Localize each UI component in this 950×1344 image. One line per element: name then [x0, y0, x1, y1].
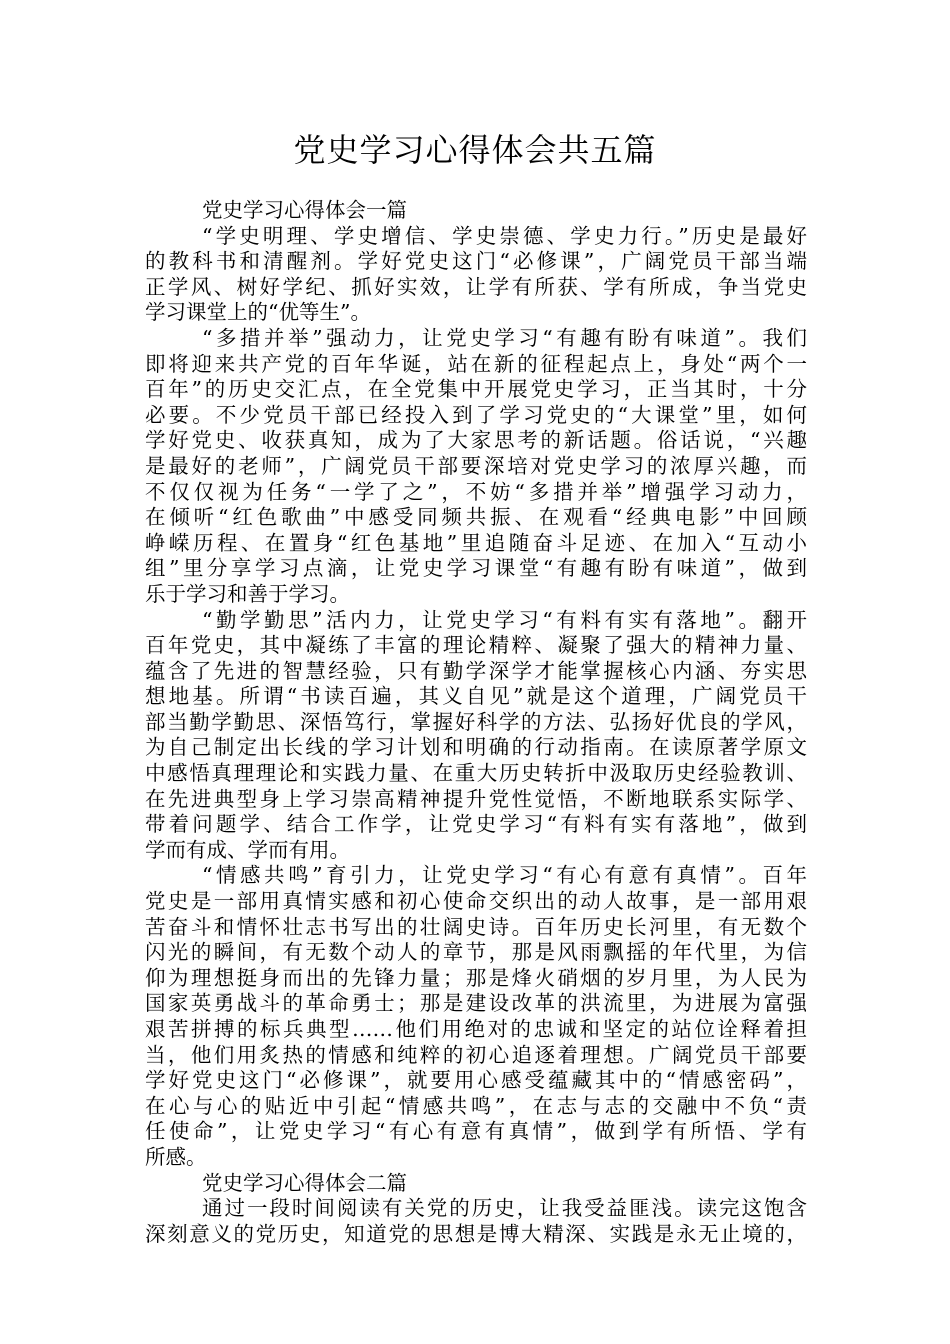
- text-line: 中感悟真理理论和实践力量、在重大历史转折中汲取历史经验教训、: [145, 761, 807, 786]
- text-line: “学史明理、学史增信、学史崇德、学史力行。”历史是最好: [202, 223, 807, 248]
- text-line: 苦奋斗和情怀壮志书写出的壮阔史诗。百年历史长河里，有无数个: [145, 914, 807, 939]
- text-line: 为自己制定出长线的学习计划和明确的行动指南。在读原著学原文: [145, 735, 807, 760]
- section-heading: 党史学习心得体会一篇: [202, 198, 407, 222]
- text-line: 必要。不少党员干部已经投入到了学习党史的“大课堂”里，如何: [145, 402, 807, 427]
- text-line: 学而有成、学而有用。: [145, 837, 350, 862]
- text-line: 即将迎来共产党的百年华诞，站在新的征程起点上，身处“两个一: [145, 351, 807, 376]
- text-line: 百年党史，其中凝练了丰富的理论精粹、凝聚了强大的精神力量、: [145, 633, 807, 658]
- text-line: 党史是一部用真情实感和初心使命交织出的动人故事，是一部用艰: [145, 889, 807, 914]
- text-line: 正学风、树好学纪、抓好实效，让学有所获、学有所成，争当党史: [145, 274, 807, 299]
- text-line: 在倾听“红色歌曲”中感受同频共振、在观看“经典电影”中回顾: [145, 505, 807, 530]
- text-line: 当，他们用炙热的情感和纯粹的初心追逐着理想。广阔党员干部要: [145, 1042, 807, 1067]
- text-line: 乐于学习和善于学习。: [145, 581, 350, 606]
- text-line: “情感共鸣”育引力，让党史学习“有心有意有真情”。百年: [202, 863, 807, 888]
- text-line: 百年”的历史交汇点，在全党集中开展党史学习，正当其时，十分: [145, 377, 807, 402]
- text-line: 想地基。所谓“书读百遍，其义自见”就是这个道理，广阔党员干: [145, 684, 807, 709]
- text-line: “勤学勤思”活内力，让党史学习“有料有实有落地”。翻开: [202, 607, 807, 632]
- text-line: 国家英勇战斗的革命勇士；那是建设改革的洪流里，为进展为富强: [145, 991, 807, 1016]
- text-line: 学习课堂上的“优等生”。: [145, 300, 371, 325]
- text-line: 蕴含了先进的智慧经验，只有勤学深学才能掌握核心内涵、夯实思: [145, 658, 807, 683]
- text-line: 是最好的老师”，广阔党员干部要深培对党史学习的浓厚兴趣，而: [145, 453, 807, 478]
- text-line: 不仅仅视为任务“一学了之”，不妨“多措并举”增强学习动力，: [145, 479, 807, 504]
- text-line: 仰为理想挺身而出的先锋力量；那是烽火硝烟的岁月里，为人民为: [145, 965, 807, 990]
- text-line: “多措并举”强动力，让党史学习“有趣有盼有味道”。我们: [202, 325, 807, 350]
- text-line: 在心与心的贴近中引起“情感共鸣”，在志与志的交融中不负“责: [145, 1093, 807, 1118]
- section-heading: 党史学习心得体会二篇: [202, 1170, 407, 1195]
- page-title: 党史学习心得体会共五篇: [293, 131, 657, 169]
- text-line: 任使命”，让党史学习“有心有意有真情”，做到学有所悟、学有: [145, 1119, 807, 1144]
- text-line: 部当勤学勤思、深悟笃行，掌握好科学的方法、弘扬好优良的学风，: [145, 709, 807, 734]
- text-line: 通过一段时间阅读有关党的历史，让我受益匪浅。读完这饱含: [202, 1196, 807, 1221]
- text-line: 学好党史这门“必修课”，就要用心感受蕴藏其中的“情感密码”，: [145, 1068, 807, 1093]
- text-line: 峥嵘历程、在置身“红色基地”里追随奋斗足迹、在加入“互动小: [145, 530, 807, 555]
- text-line: 深刻意义的党历史，知道党的思想是博大精深、实践是永无止境的，: [145, 1221, 807, 1246]
- text-line: 组”里分享学习点滴，让党史学习课堂“有趣有盼有味道”，做到: [145, 556, 807, 581]
- text-line: 带着问题学、结合工作学，让党史学习“有料有实有落地”，做到: [145, 812, 807, 837]
- text-line: 所感。: [145, 1144, 207, 1169]
- text-line: 闪光的瞬间，有无数个动人的章节，那是风雨飘摇的年代里，为信: [145, 940, 807, 965]
- text-line: 学好党史、收获真知，成为了大家思考的新话题。俗话说，“兴趣: [145, 428, 807, 453]
- text-line: 的教科书和清醒剂。学好党史这门“必修课”，广阔党员干部当端: [145, 249, 807, 274]
- text-line: 艰苦拼搏的标兵典型……他们用绝对的忠诚和坚定的站位诠释着担: [145, 1017, 807, 1041]
- text-line: 在先进典型身上学习崇高精神提升党性觉悟，不断地联系实际学、: [145, 786, 807, 811]
- document-body: [145, 198, 807, 1247]
